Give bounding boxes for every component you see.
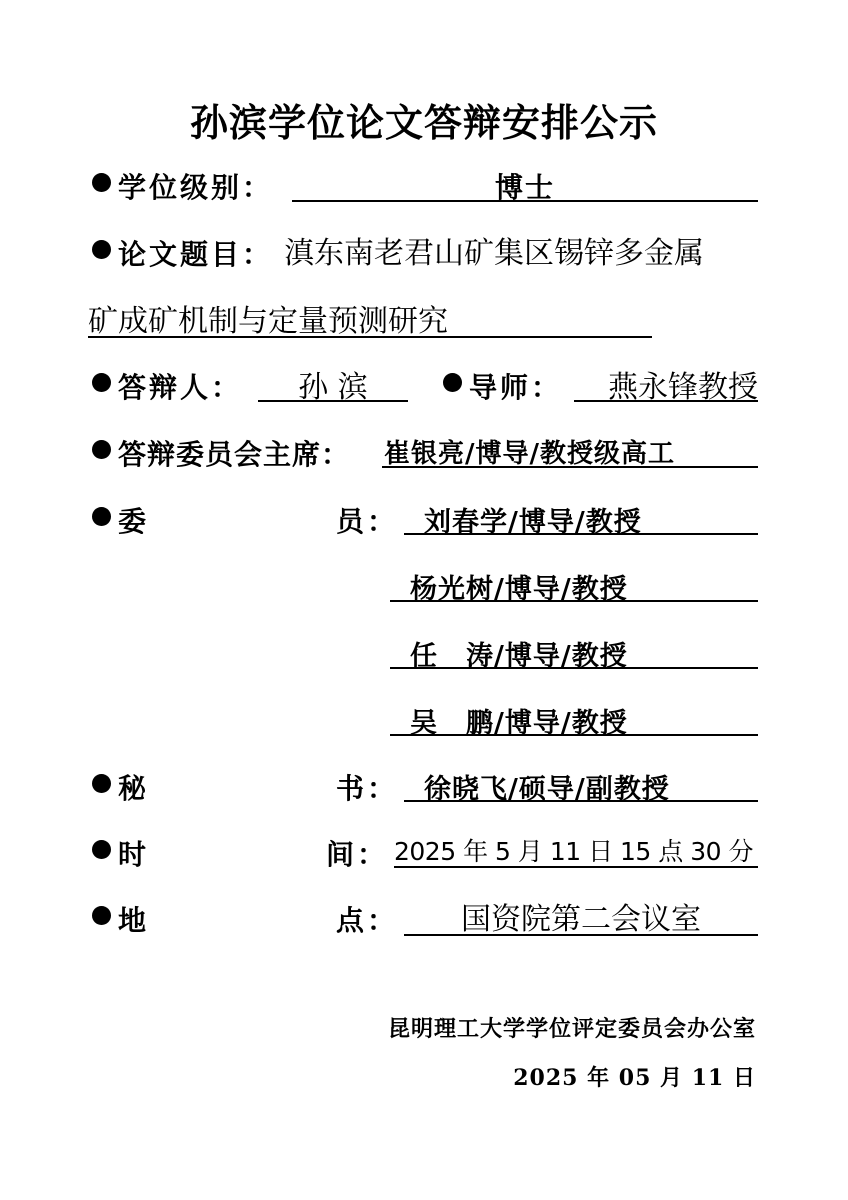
degree-label: 学位级别：: [118, 171, 274, 204]
advisor-label: 导师：: [469, 371, 563, 404]
candidate-value: 孙 滨: [298, 370, 368, 405]
members-label-b: 员：: [336, 505, 399, 538]
secretary-label-b: 书：: [336, 772, 399, 805]
bullet-icon: [92, 840, 111, 859]
bullet-icon: [92, 507, 111, 526]
thesis-title-line1: 滇东南老君山矿集区锡锌多金属: [284, 236, 704, 271]
chair-value: 崔银亮/博导/教授级高工: [384, 439, 675, 469]
bullet-icon: [92, 440, 111, 459]
secretary-value: 徐晓飞/硕导/副教授: [424, 774, 670, 805]
time-value: 2025 年 5 月 11 日 15 点 30 分: [394, 837, 753, 866]
member-item: 任 涛/博导/教授: [410, 641, 628, 672]
bullet-icon: [443, 373, 462, 392]
thesis-label: 论文题目：: [118, 238, 274, 271]
page-title: 孙滨学位论文答辩安排公示: [189, 101, 658, 145]
bullet-icon: [92, 774, 111, 793]
member-item: 吴 鹏/博导/教授: [410, 708, 628, 739]
place-label-b: 点：: [336, 904, 399, 937]
member-item: 刘春学/博导/教授: [424, 507, 642, 538]
chair-label: 答辩委员会主席：: [118, 438, 351, 471]
advisor-value: 燕永锋教授: [608, 370, 758, 405]
bullet-icon: [92, 173, 111, 192]
time-label-a: 时: [118, 838, 150, 871]
thesis-title-line2: 矿成矿机制与定量预测研究: [88, 304, 448, 339]
footer-org: 昆明理工大学学位评定委员会办公室: [387, 1016, 756, 1042]
bullet-icon: [92, 906, 111, 925]
bullet-icon: [92, 240, 111, 259]
place-value: 国资院第二会议室: [461, 902, 701, 937]
members-label-a: 委: [118, 505, 150, 538]
degree-value: 博士: [494, 171, 555, 204]
member-item: 杨光树/博导/教授: [410, 574, 628, 605]
time-label-b: 间：: [326, 838, 389, 871]
candidate-label: 答辩人：: [118, 371, 243, 404]
place-label-a: 地: [118, 904, 150, 937]
secretary-label-a: 秘: [118, 772, 150, 805]
bullet-icon: [92, 373, 111, 392]
footer-date: 2025 年 05 月 11 日: [513, 1065, 756, 1091]
